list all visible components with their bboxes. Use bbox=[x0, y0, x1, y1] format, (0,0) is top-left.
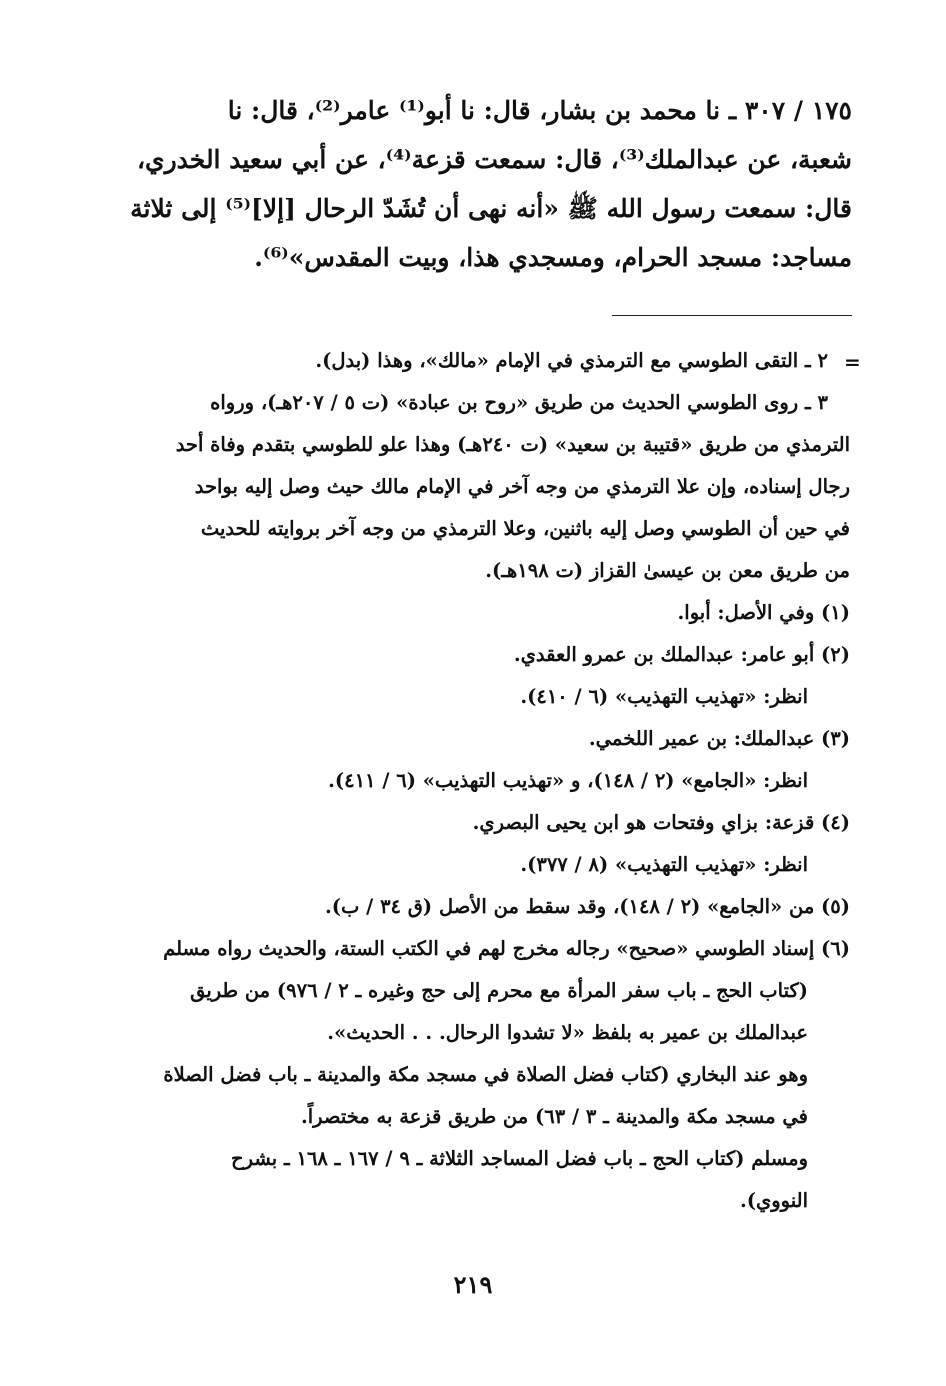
hadith-line: مساجد: مسجد الحرام، ومسجدي هذا، وبيت المقدس»⁽⁶⁾. bbox=[254, 243, 852, 272]
footnote-line: انظر: «تهذيب التهذيب» (٦ / ٤١٠). bbox=[520, 685, 808, 708]
footnote-line: (٦) إسناد الطوسي «صحيح» رجاله مخرج لهم في الكتب الستة، والحديث رواه مسلم bbox=[163, 937, 850, 960]
footnote-line: (٣) عبدالملك: بن عمير اللخمي. bbox=[588, 727, 850, 750]
footnote-line: في حين أن الطوسي وصل إليه باثنين، وعلا الترمذي من وجه آخر بروايته للحديث bbox=[200, 517, 850, 540]
footnote-line: ٢ ـ التقى الطوسي مع الترمذي في الإمام «مالك»، وهذا (بدل). bbox=[315, 349, 828, 372]
footnote-line: (٢) أبو عامر: عبدالملك بن عمرو العقدي. bbox=[513, 643, 850, 666]
footnote-separator bbox=[612, 315, 852, 316]
footnote-line: انظر: «تهذيب التهذيب» (٨ / ٣٧٧). bbox=[520, 853, 808, 876]
footnote-line: من طريق معن بن عيسىٰ القزاز (ت ١٩٨هـ). bbox=[485, 559, 850, 582]
footnotes bbox=[128, 340, 850, 1222]
footnote-line: ومسلم (كتاب الحج ـ باب فضل المساجد الثلاثة ـ ٩ / ١٦٧ ـ ١٦٨ ـ بشرح bbox=[231, 1147, 808, 1170]
hadith-line: ١٧٥ / ٣٠٧ ـ نا محمد بن بشار، قال: نا أبو⁽¹⁾ عامر⁽²⁾، قال: نا bbox=[227, 96, 852, 125]
footnote-line: (١) وفي الأصل: أبوا. bbox=[677, 601, 850, 624]
hadith-text bbox=[120, 86, 852, 282]
footnote-line: النووي). bbox=[739, 1189, 808, 1212]
footnote-line: ٣ ـ روى الطوسي الحديث من طريق «روح بن عبادة» (ت ٥ / ٢٠٧هـ)، ورواه bbox=[210, 391, 828, 414]
footnote-line: انظر: «الجامع» (٢ / ١٤٨)، و «تهذيب التهذيب» (٦ / ٤١١). bbox=[328, 769, 808, 792]
footnote-line: (٤) قزعة: بزاي وفتحات هو ابن يحيى البصري. bbox=[472, 811, 850, 834]
footnote-line: في مسجد مكة والمدينة ـ ٣ / ٦٣) من طريق قزعة به مختصراً. bbox=[300, 1105, 808, 1128]
footnote-line: (كتاب الحج ـ باب سفر المرأة مع محرم إلى حج وغيره ـ ٢ / ٩٧٦) من طريق bbox=[190, 979, 808, 1002]
footnote-line: وهو عند البخاري (كتاب فضل الصلاة في مسجد مكة والمدينة ـ باب فضل الصلاة bbox=[163, 1063, 808, 1086]
hadith-line: شعبة، عن عبدالملك⁽³⁾، قال: سمعت قزعة⁽⁴⁾، عن أبي سعيد الخدري، bbox=[136, 145, 852, 174]
footnote-line: الترمذي من طريق «قتيبة بن سعيد» (ت ٢٤٠هـ) وهذا علو للطوسي بتقدم وفاة أحد bbox=[175, 433, 850, 456]
continued-mark: = bbox=[844, 350, 861, 374]
footnote-line: (٥) من «الجامع» (٢ / ١٤٨)، وقد سقط من الأصل (ق ٣٤ / ب). bbox=[324, 895, 850, 918]
footnote-line: رجال إسناده، وإن علا الترمذي من وجه آخر في الإمام مالك حيث وصل إليه بواحد bbox=[194, 475, 850, 498]
hadith-line: قال: سمعت رسول الله ﷺ «أنه نهى أن تُشَدّ الرحال [إلا]⁽⁵⁾ إلى ثلاثة bbox=[130, 194, 852, 223]
footnote-line: عبدالملك بن عمير به بلفظ «لا تشدوا الرحال. . . الحديث». bbox=[327, 1021, 808, 1044]
page-number: ٢١٩ bbox=[453, 1270, 493, 1299]
